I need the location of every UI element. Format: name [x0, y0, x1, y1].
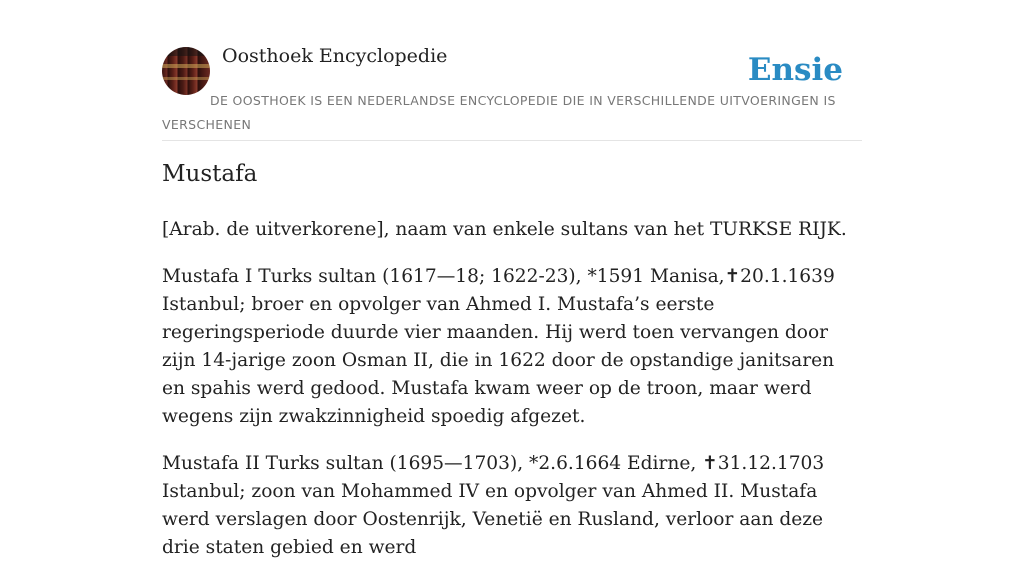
article-title: Mustafa — [162, 161, 258, 187]
article-body — [162, 216, 862, 581]
site-header — [162, 0, 862, 141]
page — [162, 0, 862, 558]
site-title[interactable]: Oosthoek Encyclopedie — [222, 45, 448, 67]
ensie-logo[interactable]: Ensie — [747, 52, 843, 88]
site-tagline: DE OOSTHOEK IS EEN NEDERLANDSE ENCYCLOPEDIE DIE IN VERSCHILLENDE UITVOERINGEN IS VERSCHENEN — [162, 93, 836, 132]
article-paragraph: Mustafa II Turks sultan (1695—1703), *2.6.1664 Edirne, ✝31.12.1703 Istanbul; zoon van Mohammed IV en opvolger van Ahmed II. Mustafa werd verslagen door Oostenrijk, Venetië en Rusland, verloor aan deze drie staten gebied en werd — [162, 453, 825, 558]
article-definition: [Arab. de uitverkorene], naam van enkele sultans van het TURKSE RIJK. — [162, 219, 847, 240]
site-avatar[interactable] — [162, 47, 210, 95]
article-paragraph: Mustafa I Turks sultan (1617—18; 1622-23), *1591 Manisa,✝20.1.1639 Istanbul; broer en opvolger van Ahmed I. Mustafa’s eerste regeringsperiode duurde vier maanden. Hij werd toen vervangen door zijn 14-jarige zoon Osman II, die in 1622 door de opstandige janitsaren en spahis werd gedood. Mustafa kwam weer op de troon, maar werd wegens zijn zwakzinnigheid spoedig afgezet. — [162, 266, 835, 427]
